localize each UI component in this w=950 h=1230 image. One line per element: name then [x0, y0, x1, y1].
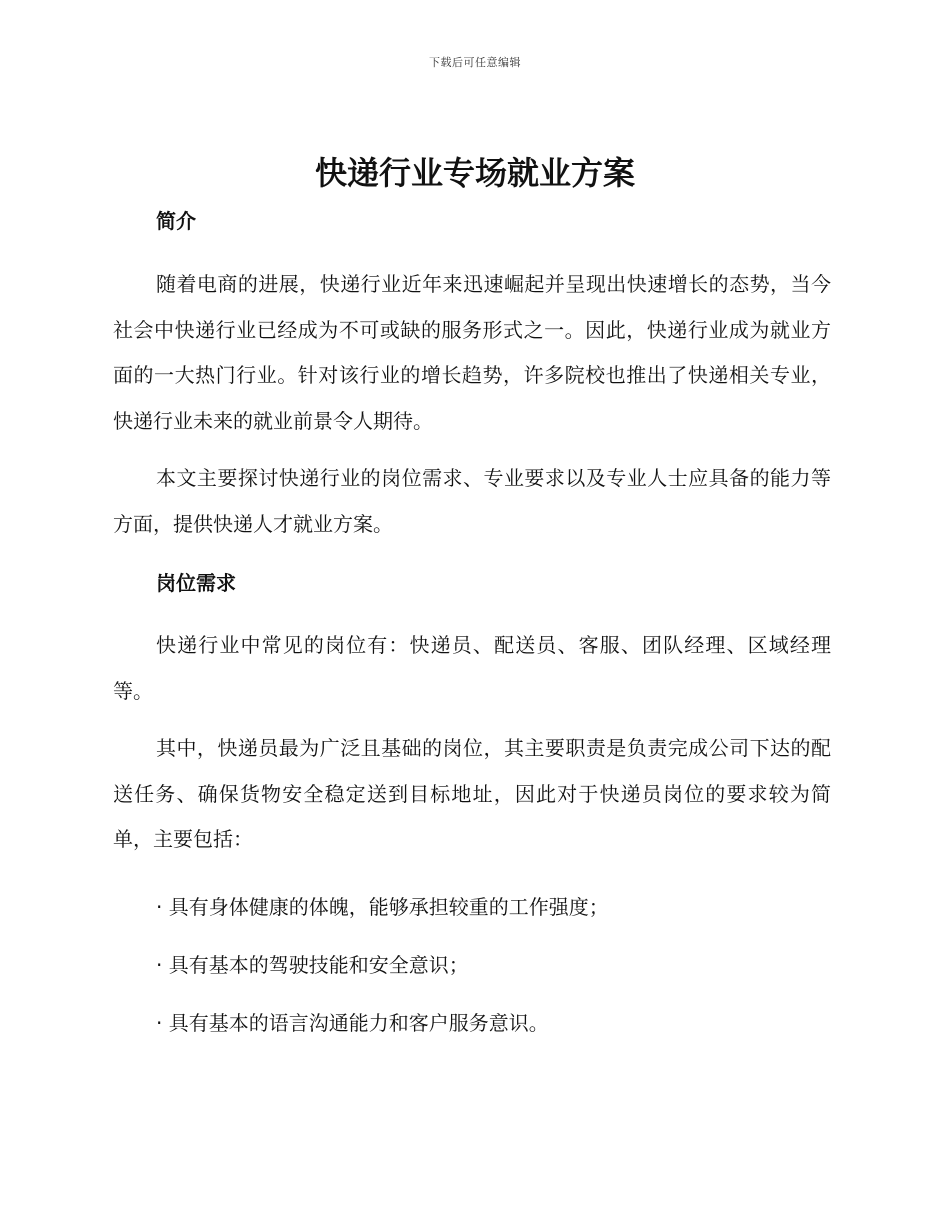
header-note: 下载后可任意编辑 — [429, 56, 521, 69]
document-body — [113, 205, 831, 1039]
requirement-bullet-2: · 具有基本的驾驶技能和安全意识； — [156, 952, 469, 977]
section-heading-intro: 简介 — [156, 209, 196, 233]
intro-paragraph-2: 本文主要探讨快递行业的岗位需求、专业要求以及专业人士应具备的能力等方面，提供快递人才就业方案。 — [113, 466, 831, 536]
document-title: 快递行业专场就业方案 — [314, 154, 635, 192]
jobs-paragraph-2: 其中，快递员最为广泛且基础的岗位，其主要职责是负责完成公司下达的配送任务、确保货物安全稳定送到目标地址，因此对于快递员岗位的要求较为简单，主要包括： — [113, 736, 831, 851]
requirement-bullet-1: · 具有身体健康的体魄，能够承担较重的工作强度； — [156, 894, 609, 919]
jobs-paragraph-1: 快递行业中常见的岗位有：快递员、配送员、客服、团队经理、区域经理等。 — [113, 633, 831, 703]
section-heading-jobs: 岗位需求 — [156, 571, 236, 595]
intro-paragraph-1: 随着电商的进展，快递行业近年来迅速崛起并呈现出快速增长的态势，当今社会中快递行业已经成为不可或缺的服务形式之一。因此，快递行业成为就业方面的一大热门行业。针对该行业的增长趋势，许多院校也推出了快递相关专业，快递行业未来的就业前景令人期待。 — [113, 272, 831, 433]
requirement-bullet-3: · 具有基本的语言沟通能力和客户服务意识。 — [156, 1010, 549, 1035]
